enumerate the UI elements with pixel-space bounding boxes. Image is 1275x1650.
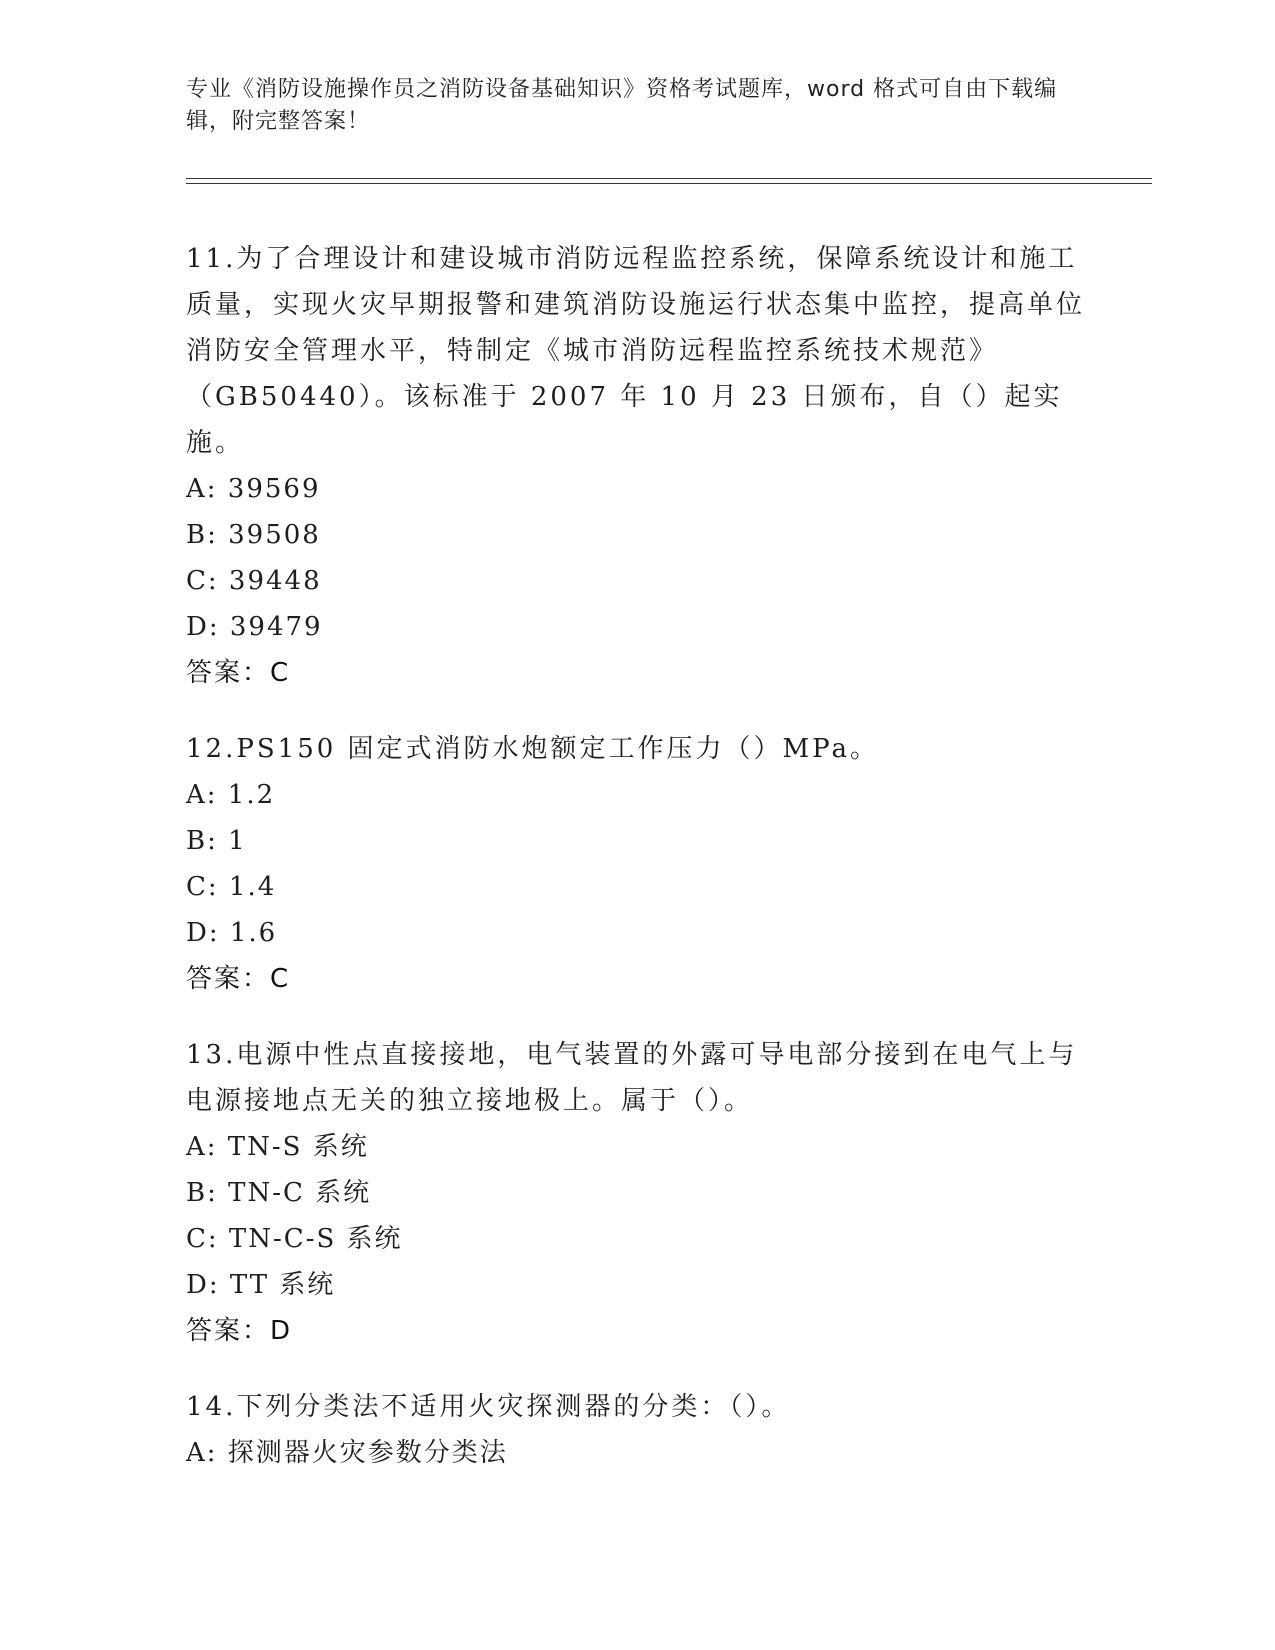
option-d: D: 1.6 (186, 918, 278, 948)
option-d: D: 39479 (186, 612, 323, 642)
question-14 (186, 1384, 1086, 1476)
answer: 答案：C (186, 964, 291, 994)
answer: 答案：C (186, 658, 291, 688)
question-text: 11.为了合理设计和建设城市消防远程监控系统，保障系统设计和施工质量，实现火灾早期报警和建筑消防设施运行状态集中监控，提高单位消防安全管理水平，特制定《城市消防远程监控系统技术规范》（GB50440）。该标准于 2007 年 10 月 23 日颁布，自（）起实施。 (186, 244, 1086, 458)
option-a: A: 39569 (186, 474, 321, 504)
option-b: B: 39508 (186, 520, 321, 550)
question-12 (186, 726, 1086, 1002)
option-a: A: TN-S 系统 (186, 1132, 369, 1162)
question-13 (186, 1032, 1086, 1354)
option-a: A: 1.2 (186, 780, 276, 810)
answer: 答案：D (186, 1316, 293, 1346)
header-divider-top (186, 178, 1152, 179)
option-d: D: TT 系统 (186, 1270, 336, 1300)
option-b: B: TN-C 系统 (186, 1178, 372, 1208)
question-list (186, 236, 1086, 1506)
header-divider-bottom (186, 183, 1152, 184)
question-text: 12.PS150 固定式消防水炮额定工作压力（）MPa。 (186, 734, 879, 764)
option-c: C: 1.4 (186, 872, 277, 902)
document-header: 专业《消防设施操作员之消防设备基础知识》资格考试题库，word 格式可自由下载编辑，附完整答案！ (186, 77, 1058, 134)
option-c: C: 39448 (186, 566, 322, 596)
question-11 (186, 236, 1086, 696)
option-a: A: 探测器火灾参数分类法 (186, 1438, 508, 1468)
option-b: B: 1 (186, 826, 247, 856)
question-text: 14.下列分类法不适用火灾探测器的分类：（）。 (186, 1392, 791, 1422)
question-text: 13.电源中性点直接接地，电气装置的外露可导电部分接到在电气上与电源接地点无关的独立接地极上。属于（）。 (186, 1040, 1078, 1116)
option-c: C: TN-C-S 系统 (186, 1224, 403, 1254)
